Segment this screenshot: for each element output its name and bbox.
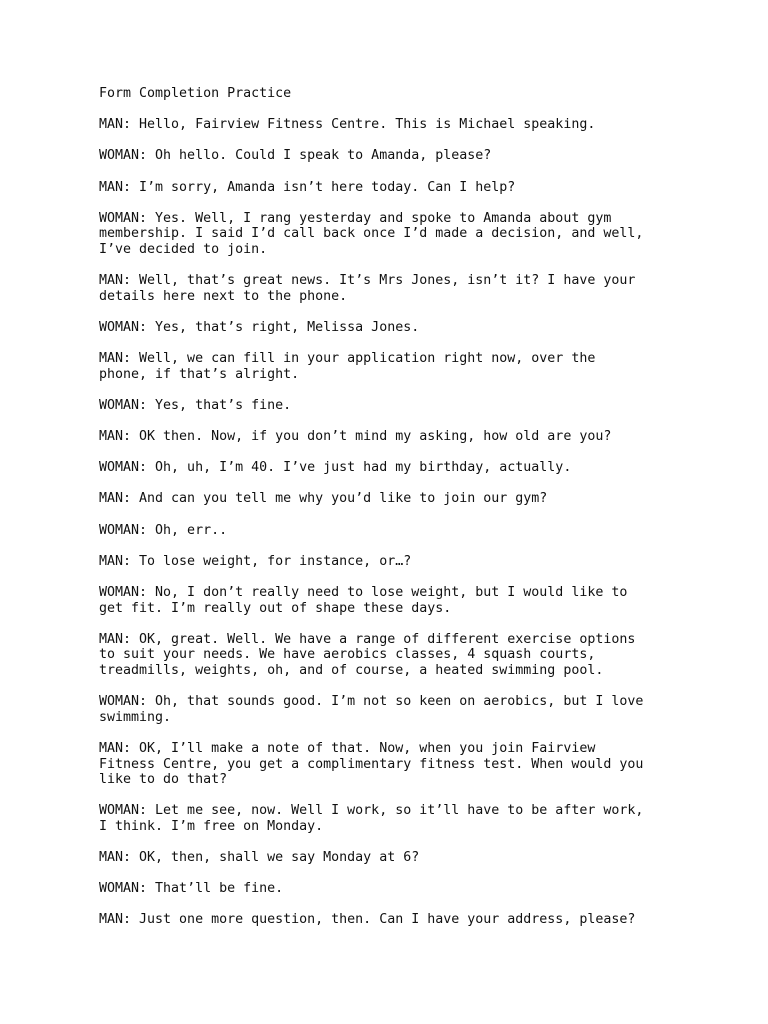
- dialogue-paragraph: [99, 803, 679, 834]
- dialogue-line: MAN: OK then. Now, if you don’t mind my asking, how old are you?: [99, 429, 612, 445]
- dialogue-paragraph: [99, 632, 679, 679]
- dialogue-paragraph: [99, 320, 679, 336]
- dialogue-line: WOMAN: No, I don’t really need to lose weight, but I would like to: [99, 585, 628, 600]
- dialogue-line: MAN: OK, I’ll make a note of that. Now, when you join Fairview: [99, 740, 596, 756]
- document-page: [99, 86, 679, 944]
- dialogue-line: WOMAN: Yes, that’s right, Melissa Jones.: [99, 319, 420, 335]
- dialogue-line: to suit your needs. We have aerobics classes, 4 squash courts,: [99, 647, 596, 663]
- dialogue-paragraph: [99, 211, 679, 258]
- dialogue-paragraph: [99, 694, 679, 725]
- dialogue-line: treadmills, weights, oh, and of course, a heated swimming pool.: [99, 662, 604, 678]
- dialogue-line: WOMAN: Oh, that sounds good. I’m not so keen on aerobics, but I love: [99, 694, 644, 710]
- dialogue-paragraph: [99, 912, 679, 928]
- dialogue-line: MAN: To lose weight, for instance, or…?: [99, 553, 412, 569]
- dialogue-paragraph: [99, 273, 679, 304]
- dialogue-paragraph: [99, 117, 679, 133]
- dialogue-line: MAN: Well, we can fill in your application right now, over the: [99, 351, 596, 367]
- dialogue-paragraph: [99, 429, 679, 445]
- dialogue-line: like to do that?: [99, 772, 228, 788]
- dialogue-line: MAN: Just one more question, then. Can I have your address, please?: [99, 912, 636, 928]
- dialogue-line: MAN: Well, that’s great news. It’s Mrs Jones, isn’t it? I have your: [99, 273, 636, 289]
- dialogue-line: WOMAN: Oh, err..: [99, 522, 228, 538]
- dialogue-paragraph: [99, 741, 679, 788]
- dialogue-paragraph: [99, 554, 679, 570]
- dialogue-line: I think. I’m free on Monday.: [99, 818, 324, 834]
- dialogue-line: I’ve decided to join.: [99, 241, 268, 257]
- dialogue-paragraph: [99, 850, 679, 866]
- dialogue-transcript: [99, 117, 679, 928]
- dialogue-line: membership. I said I’d call back once I’d made a decision, and well,: [99, 226, 644, 242]
- dialogue-line: WOMAN: Let me see, now. Well I work, so it’ll have to be after work,: [99, 803, 644, 819]
- dialogue-line: Fitness Centre, you get a complimentary fitness test. When would you: [99, 756, 644, 772]
- dialogue-paragraph: [99, 523, 679, 539]
- dialogue-line: details here next to the phone.: [99, 288, 348, 304]
- dialogue-line: WOMAN: Yes, that’s fine.: [99, 397, 292, 413]
- dialogue-paragraph: [99, 180, 679, 196]
- dialogue-line: MAN: OK, then, shall we say Monday at 6?: [99, 850, 420, 866]
- dialogue-line: MAN: OK, great. Well. We have a range of different exercise options: [99, 631, 636, 647]
- dialogue-paragraph: [99, 491, 679, 507]
- dialogue-line: WOMAN: Oh, uh, I’m 40. I’ve just had my birthday, actually.: [99, 460, 572, 476]
- dialogue-line: MAN: I’m sorry, Amanda isn’t here today. Can I help?: [99, 179, 516, 195]
- dialogue-paragraph: [99, 351, 679, 382]
- dialogue-paragraph: [99, 460, 679, 476]
- dialogue-line: swimming.: [99, 709, 172, 725]
- dialogue-line: MAN: And can you tell me why you’d like to join our gym?: [99, 491, 548, 507]
- document-title: Form Completion Practice: [99, 86, 292, 101]
- dialogue-paragraph: [99, 881, 679, 897]
- dialogue-line: WOMAN: Yes. Well, I rang yesterday and spoke to Amanda about gym: [99, 210, 612, 226]
- dialogue-line: MAN: Hello, Fairview Fitness Centre. This is Michael speaking.: [99, 117, 596, 133]
- dialogue-line: WOMAN: That’ll be fine.: [99, 881, 284, 897]
- dialogue-line: WOMAN: Oh hello. Could I speak to Amanda, please?: [99, 148, 492, 164]
- dialogue-paragraph: [99, 148, 679, 164]
- dialogue-line: phone, if that’s alright.: [99, 366, 300, 382]
- dialogue-line: get fit. I’m really out of shape these days.: [99, 600, 452, 616]
- dialogue-paragraph: [99, 585, 679, 616]
- dialogue-paragraph: [99, 398, 679, 414]
